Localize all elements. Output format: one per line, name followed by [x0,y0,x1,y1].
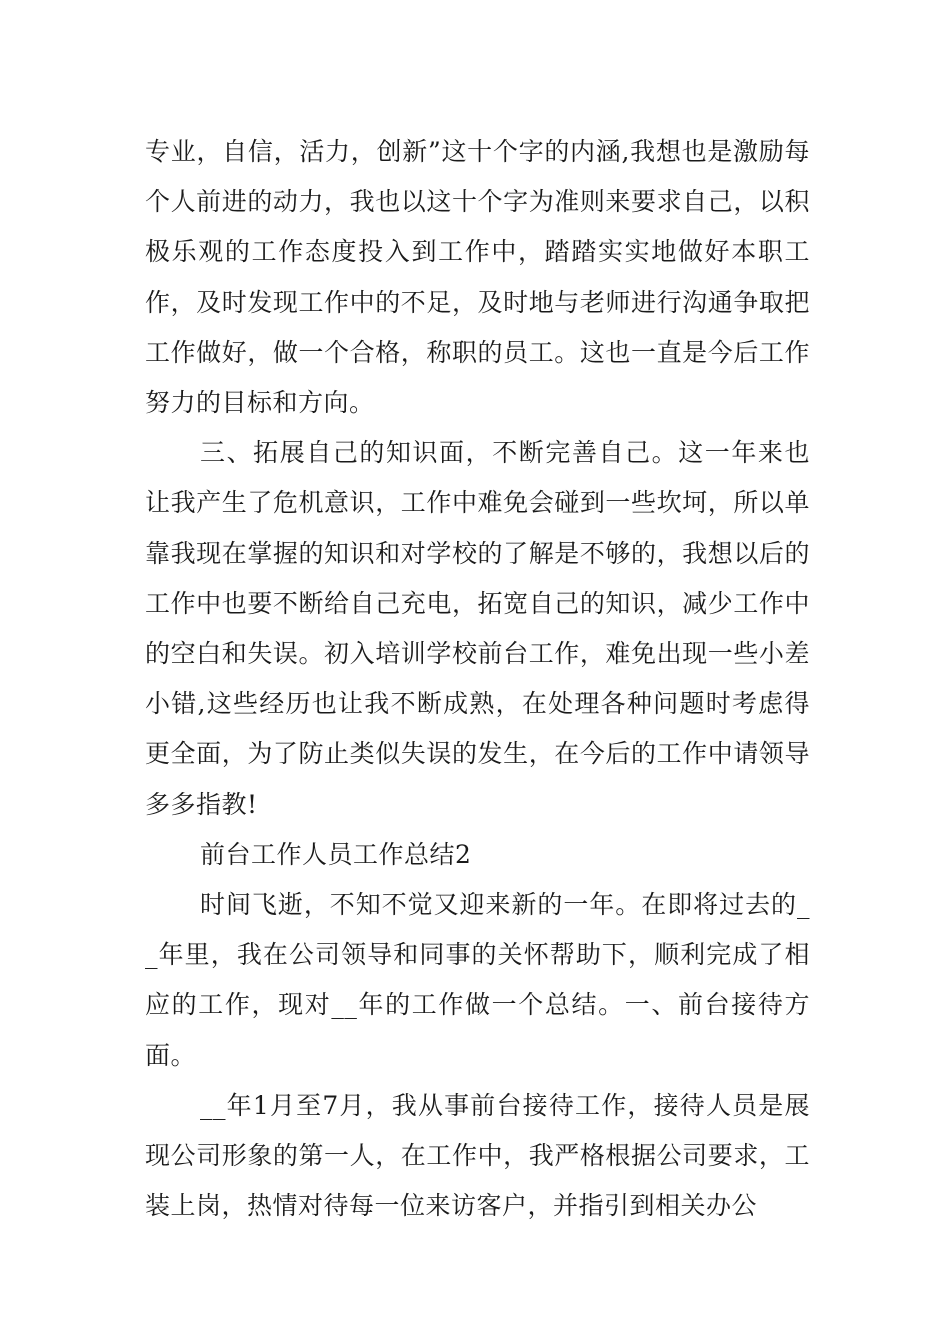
section-heading: 前台工作人员工作总结2 [200,839,472,869]
paragraph-intro: 时间飞逝，不知不觉又迎来新的一年。在即将过去的__年里，我在公司领导和同事的关怀帮助下，顺利完成了相应的工作，现对__年的工作做一个总结。一、前台接待方面。 [145,890,810,1070]
paragraph-reception: __年1月至7月，我从事前台接待工作，接待人员是展现公司形象的第一人，在工作中，我严格根据公司要求，工装上岗，热情对待每一位来访客户，并指引到相关办公 [145,1090,810,1221]
document-body [145,127,810,1231]
paragraph-section-three: 三、拓展自己的知识面，不断完善自己。这一年来也让我产生了危机意识，工作中难免会碰到一些坎坷，所以单靠我现在掌握的知识和对学校的了解是不够的，我想以后的工作中也要不断给自己充电，拓宽自己的知识，减少工作中的空白和失误。初入培训学校前台工作，难免出现一些小差小错,这些经历也让我不断成熟，在处理各种问题时考虑得更全面，为了防止类似失误的发生，在今后的工作中请领导多多指教! [145,438,810,819]
paragraph-continuation: 专业，自信，活力，创新”这十个字的内涵,我想也是激励每个人前进的动力，我也以这十个字为准则来要求自己，以积极乐观的工作态度投入到工作中，踏踏实实地做好本职工作，及时发现工作中的不足，及时地与老师进行沟通争取把工作做好，做一个合格，称职的员工。这也一直是今后工作努力的目标和方向。 [145,137,810,418]
